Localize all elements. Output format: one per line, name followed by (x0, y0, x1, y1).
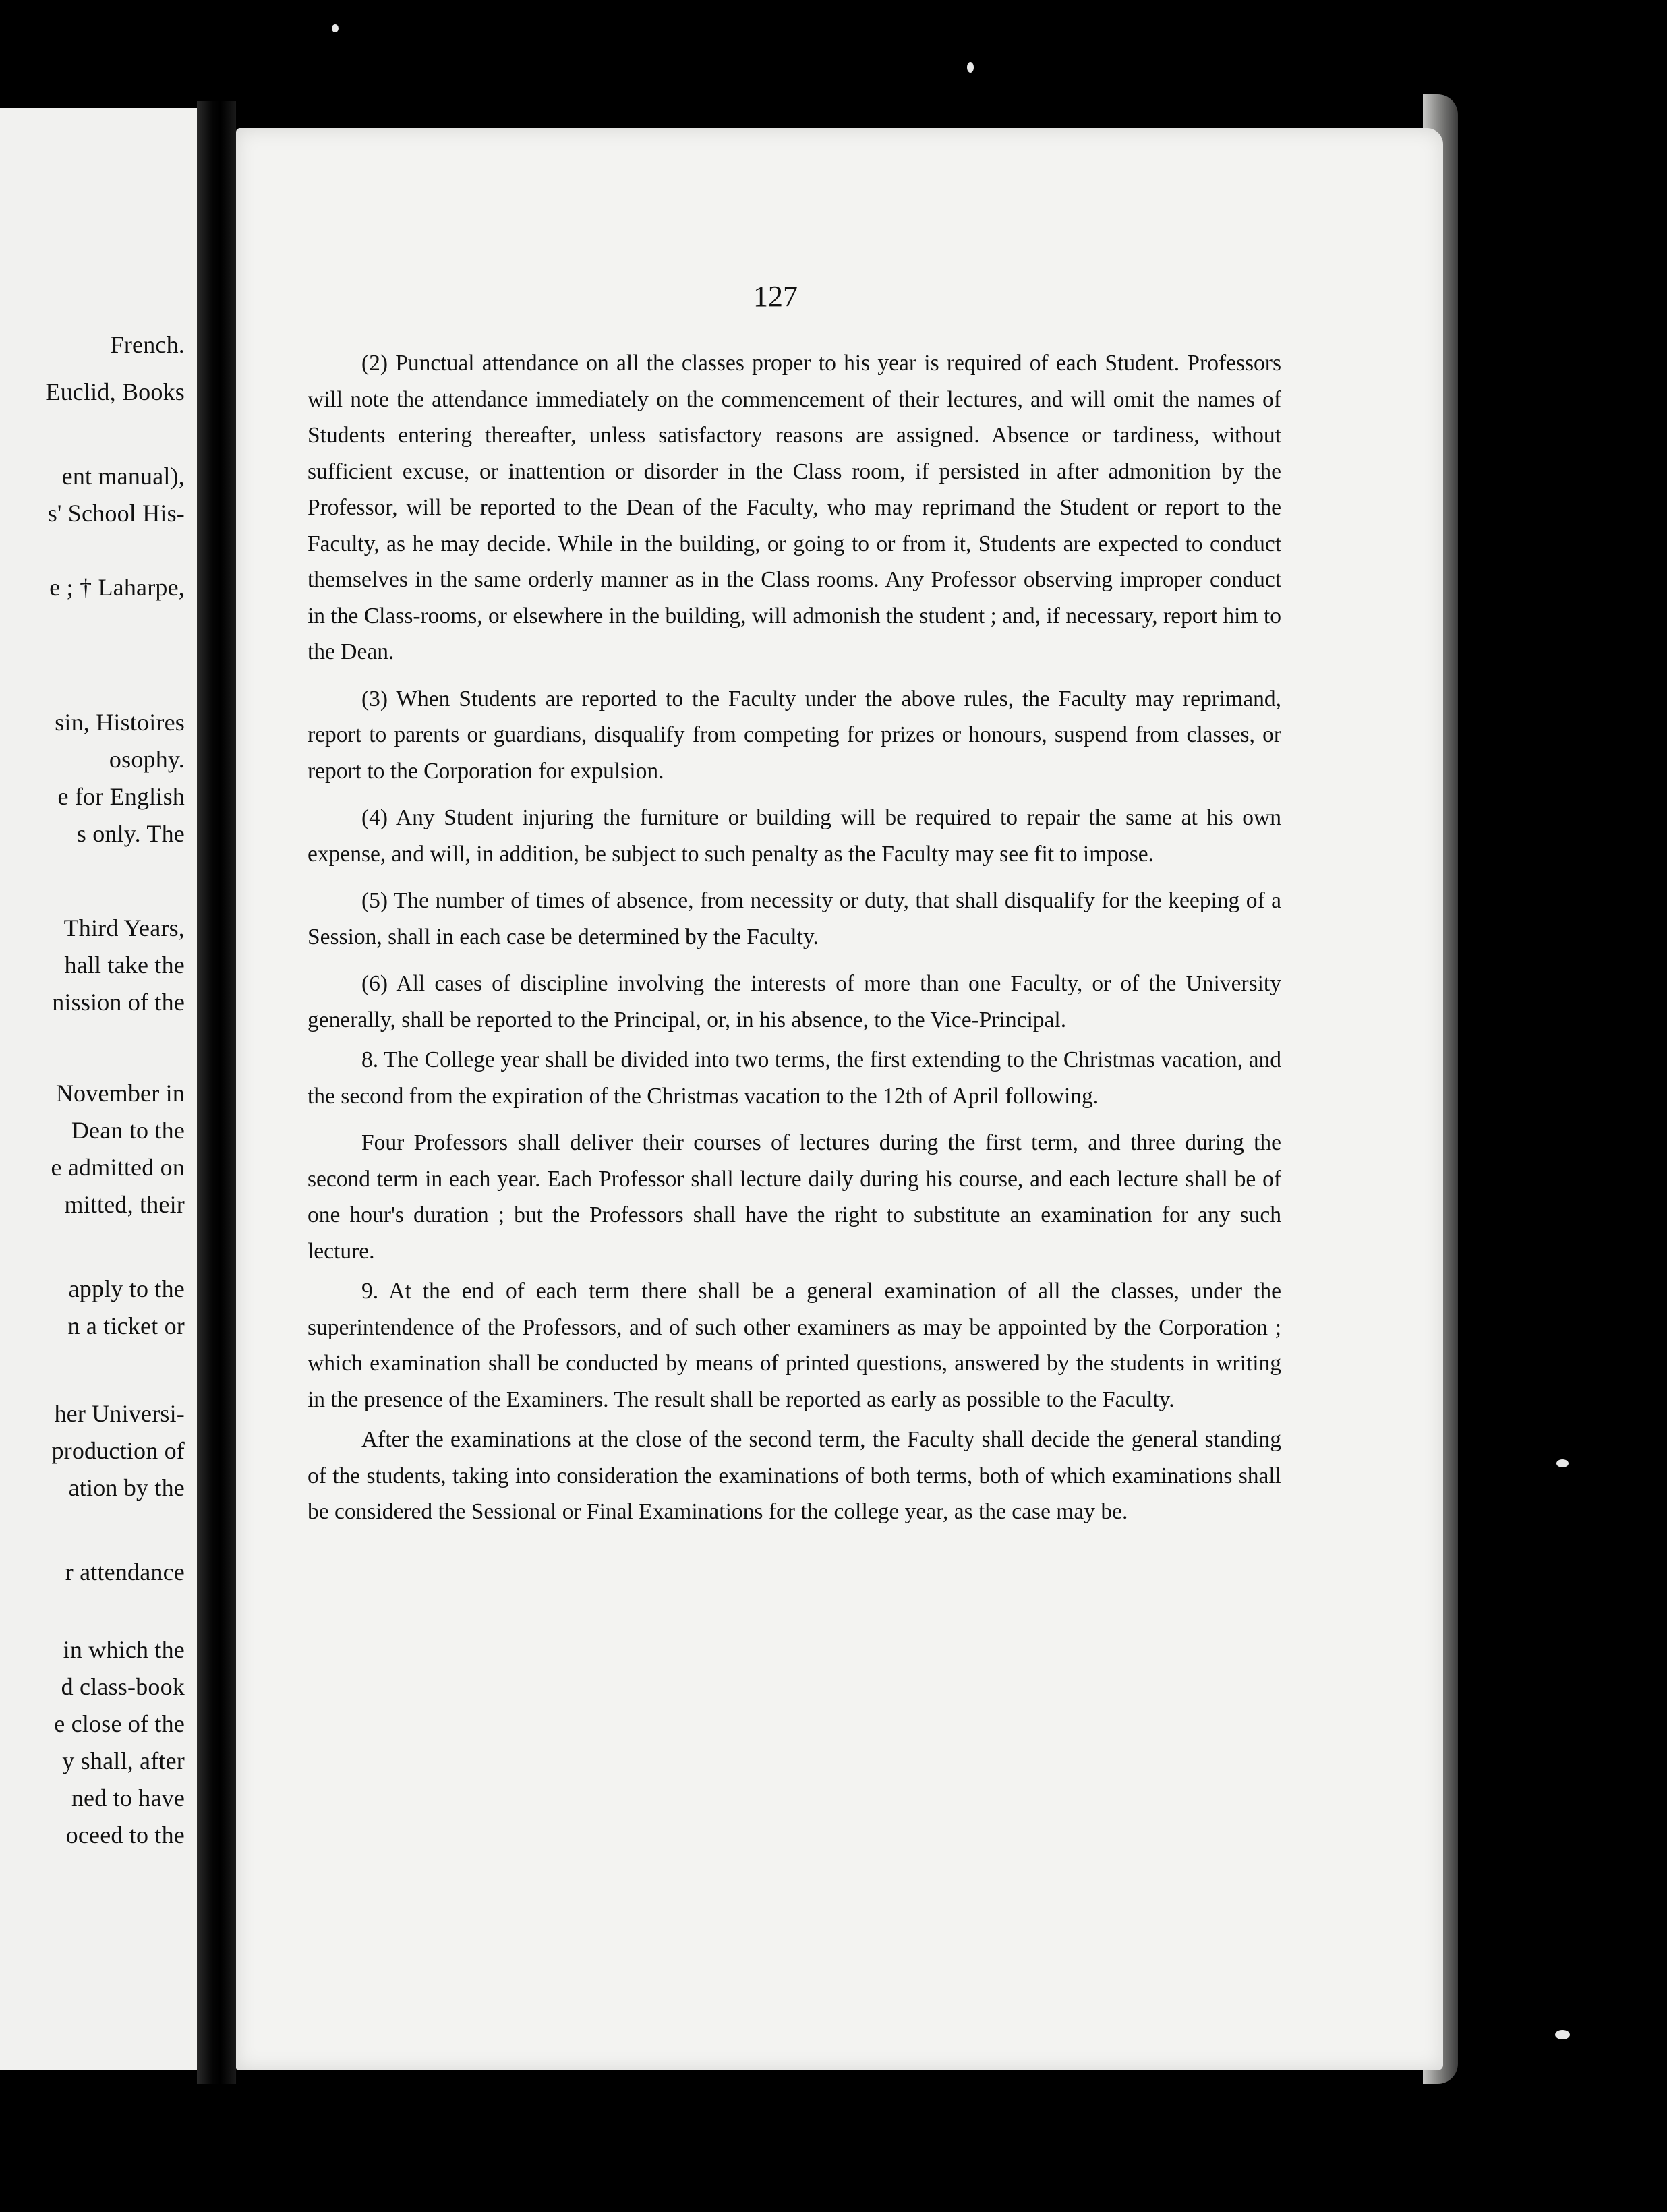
left-page-line: e for English (57, 783, 185, 810)
left-page-line: ation by the (68, 1474, 185, 1501)
left-page-line: oceed to the (65, 1822, 185, 1849)
left-page-line: Euclid, Books (45, 378, 185, 405)
left-page-line: y shall, after (62, 1747, 185, 1774)
left-page-line: mitted, their (64, 1191, 185, 1218)
left-page-line: November in (55, 1080, 185, 1107)
left-page-line: n a ticket or (67, 1312, 185, 1339)
paragraph-4-damage: (4) Any Student injuring the furniture or building will be required to repair the same at his own expense, and will, in addition, be subject to such penalty as the Faculty may see fit to impose. (308, 805, 1281, 867)
paragraph-final-standing: After the examinations at the close of the second term, the Faculty shall decide the general standing of the students, taking into consideration the examinations of both terms, both of which examinations shall be considered the Sessional or Final Examinations for the college year, as the case may be. (308, 1427, 1281, 1524)
left-page-line: e close of the (54, 1710, 185, 1737)
left-page-line: Third Years, (63, 914, 185, 941)
paragraph-lectures: Four Professors shall deliver their courses of lectures during the first term, and three during the second term in each year. Each Professor shall lecture daily during his course, and each lecture shall be of one hour's duration ; but the Professors shall have the right to substitute an examination for any such lecture. (308, 1130, 1281, 1264)
left-page-line: s' School His- (47, 500, 185, 527)
page-number: 127 (753, 280, 798, 313)
left-page-line: osophy. (109, 746, 185, 773)
left-page-line: hall take the (64, 952, 185, 979)
dust-speck (1556, 1459, 1569, 1467)
left-page-line: sin, Histoires (55, 709, 185, 736)
left-page-line: ent manual), (61, 463, 185, 490)
left-page-line: d class-book (61, 1673, 185, 1700)
dust-speck (1555, 2030, 1570, 2039)
left-page-line: apply to the (68, 1275, 185, 1302)
left-page-line: in which the (63, 1636, 185, 1663)
left-page-line: r attendance (65, 1559, 185, 1585)
paragraph-6-discipline: (6) All cases of discipline involving the interests of more than one Faculty, or of the University generally, shall be reported to the Principal, or, in his absence, to the Vice-Principal. (308, 971, 1281, 1032)
dust-speck (967, 62, 974, 73)
left-page-line: e admitted on (51, 1154, 185, 1181)
left-page-fragment (0, 108, 198, 2070)
page-body (308, 345, 1281, 1530)
paragraph-3-reports: (3) When Students are reported to the Faculty under the above rules, the Faculty may reprimand, report to parents or guardians, disqualify from competing for prizes or honours, suspend from classes, or report to the Corporation for expulsion. (308, 686, 1281, 784)
left-page-line: Dean to the (71, 1117, 185, 1144)
dust-speck (332, 24, 339, 32)
paragraph-5-absence: (5) The number of times of absence, from necessity or duty, that shall disqualify for the keeping of a Session, shall in each case be determined by the Faculty. (308, 888, 1281, 950)
left-page-line: her Universi- (54, 1400, 185, 1427)
left-page-line: French. (110, 331, 185, 358)
left-page-line: ned to have (71, 1784, 185, 1811)
paragraph-9-examinations: 9. At the end of each term there shall be a general examination of all the classes, under the superintendence of the Professors, and of such other examiners as may be appointed by the Corporation ; which examination shall be conducted by means of printed questions, answered by the students in writing in the presence of the Examiners. The result shall be reported as early as possible to the Faculty. (308, 1279, 1281, 1412)
book-gutter (197, 101, 236, 2084)
paragraph-2-attendance: (2) Punctual attendance on all the classes proper to his year is required of each Student. Professors will note the attendance immediately on the commencement of their lectures, and will omit the names of Students entering thereafter, unless satisfactory reasons are assigned. Absence or tardiness, without sufficient excuse, or inattention or disorder in the Class room, if persisted in after admonition by the Professor, will be reported to the Dean of the Faculty, who may reprimand the Student or report to the Faculty, as he may decide. While in the building, or going to or from it, Students are expected to conduct themselves in the same orderly manner as in the Class rooms. Any Professor observing improper conduct in the Class-rooms, or elsewhere in the building, will admonish the student ; and, if necessary, report him to the Dean. (308, 351, 1281, 664)
left-page-line: e ; † Laharpe, (49, 574, 185, 601)
left-page-line: nission of the (52, 989, 185, 1016)
left-page-line: production of (51, 1437, 185, 1464)
paragraph-8-college-year: 8. The College year shall be divided into two terms, the first extending to the Christmas vacation, and the second from the expiration of the Christmas vacation to the 12th of April following. (308, 1047, 1281, 1109)
left-page-line: s only. The (76, 820, 185, 847)
